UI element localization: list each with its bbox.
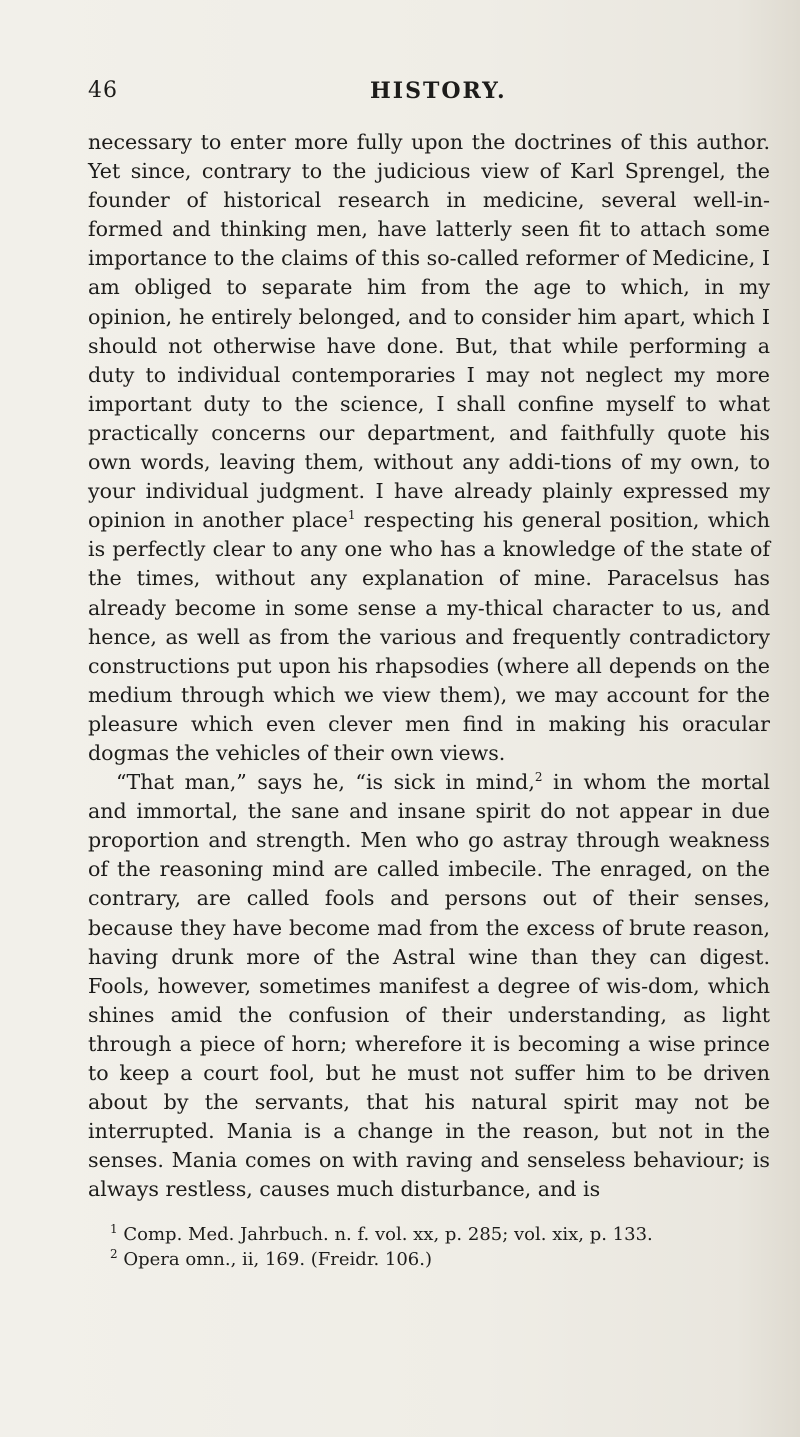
running-head [88,78,768,108]
footnotes [110,1222,770,1272]
footnote [110,1222,770,1247]
footnote-ref: 1 [347,508,356,523]
footnote-mark: 2 [110,1247,118,1261]
page-number: 46 [88,78,118,103]
running-title: HISTORY. [370,78,507,104]
footnote [110,1247,770,1272]
body-text [88,128,770,1204]
paragraph [88,128,770,768]
footnote-text: Comp. Med. Jahrbuch. n. f. vol. xx, p. 285; vol. xix, p. 133. [123,1224,653,1245]
paragraph-text: respecting his general position, which is perfectly clear to any one who has a knowledge of the state of the times, without any explanation of mine. Paracelsus has already become in some sense a my-thical character to us, and hence, as well as from the various and frequently contradictory constructions put upon his rhapsodies (where all depends on the medium through which we view them), we may account for the pleasure which even clever men find in making his oracular dogmas the vehicles of their own views. [88,508,770,765]
footnote-mark: 1 [110,1222,118,1236]
quote-start: “That man,” says he, “is sick in mind, [116,770,535,795]
footnote-ref: 2 [534,770,543,785]
paragraph-text: necessary to enter more fully upon the doctrines of this author. Yet since, contrary to the judicious view of Karl Sprengel, the founder of historical research in medicine, several well-in-formed and thinking men, have latterly seen fit to attach some importance to the claims of this so-called reformer of Medicine, I am obliged to separate him from the age to which, in my opinion, he entirely belonged, and to consider him apart, which I should not otherwise have done. But, that while performing a duty to individual contemporaries I may not neglect my more important duty to the science, I shall confine myself to what practically concerns our department, and faithfully quote his own words, leaving them, without any addi-tions of my own, to your individual judgment. I have already plainly expressed my opinion in another place [88,130,770,533]
paragraph [88,768,770,1204]
footnote-text: Opera omn., ii, 169. (Freidr. 106.) [123,1249,433,1270]
paragraph-text: in whom the mortal and immortal, the sane and insane spirit do not appear in due proportion and strength. Men who go astray through weakness of the reasoning mind are called imbecile. The enraged, on the contrary, are called fools and persons out of their senses, because they have become mad from the excess of brute reason, having drunk more of the Astral wine than they can digest. Fools, however, sometimes manifest a degree of wis-dom, which shines amid the confusion of their understanding, as light through a piece of horn; wherefore it is becoming a wise prince to keep a court fool, but he must not suffer him to be driven about by the servants, that his natural spirit may not be interrupted. Mania is a change in the reason, but not in the senses. Mania comes on with raving and senseless behaviour; is always restless, causes much disturbance, and is [88,770,770,1202]
